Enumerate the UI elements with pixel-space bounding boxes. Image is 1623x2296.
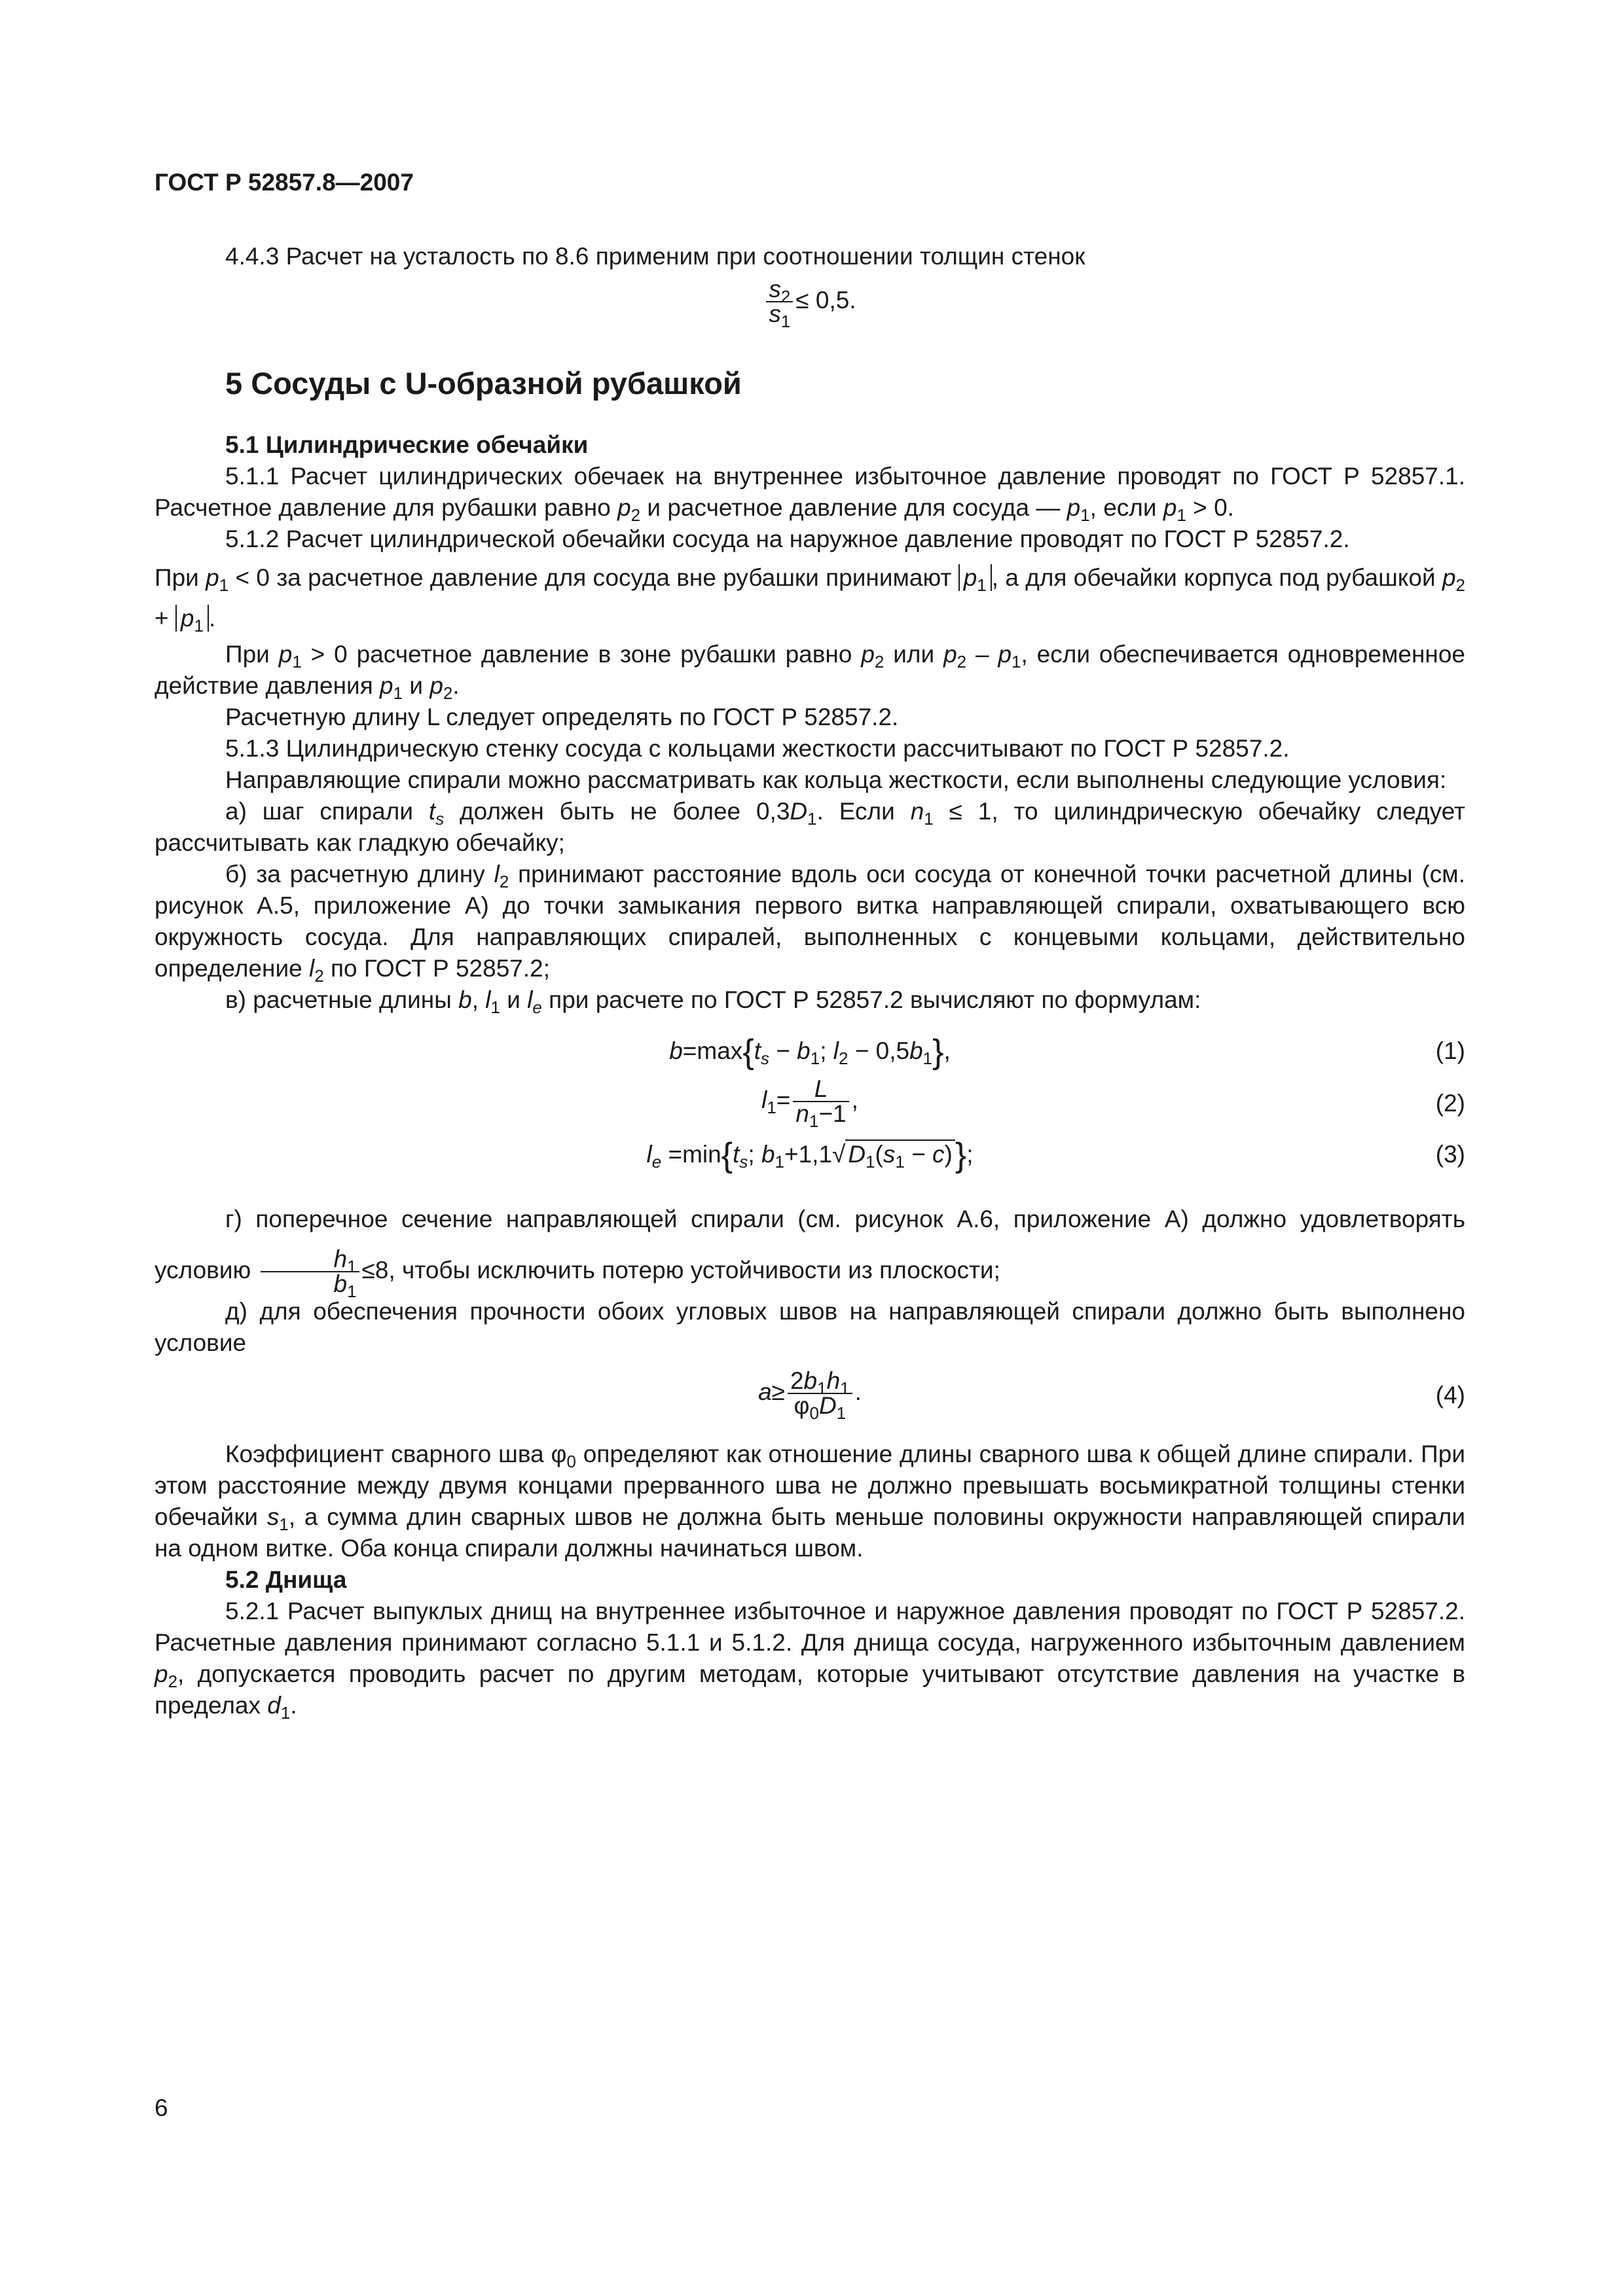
equation-1: $b=\max\{t_s - b_1$; $l_2 - 0,5b_1$}, (1): [669, 1033, 1465, 1071]
equation-2-number: (2): [1435, 1090, 1465, 1117]
equation-3-number: (3): [1435, 1141, 1465, 1168]
paragraph-length-L: Расчетную длину L следует определять по ГОСТ Р 52857.2.: [225, 704, 899, 730]
equation-1-number: (1): [1435, 1037, 1465, 1064]
list-item-b: б) за расчетную длину $l_2$ принимают расстояние вдоль оси сосуда от конечной точки расчетной длины (см. рисунок А.5, приложение А) до точки замыкания первого витка направляющей спирали, охватывающего всю окружность сосуда. Для направляющих спиралей, выполненных с концевыми кольцами, действительно определение $l_2$ по ГОСТ Р 52857.2;: [155, 861, 1465, 986]
section-5-heading: 5 Сосуды с U-образной рубашкой: [225, 366, 742, 401]
paragraph-5-1-1: 5.1.1 Расчет цилиндрических обечаек на внутреннее избыточное давление проводят по ГОСТ Р 52857.1. Расчетное давление для рубашки равно $p_2$ и расчетное давление для сосуда — $p_1$, если $p_1 > 0$.: [155, 463, 1465, 525]
paragraph-5-1-3: 5.1.3 Цилиндрическую стенку сосуда с кольцами жесткости рассчитывают по ГОСТ Р 52857.2.: [225, 735, 1290, 762]
ratio-condition: ≤ 0,5.: [795, 286, 856, 314]
page-number: 6: [155, 2094, 168, 2121]
paragraph-guide-spirals: Направляющие спирали можно рассматривать как кольца жесткости, если выполнены следующие условия:: [225, 766, 1447, 793]
equation-2: $l_1=$ $\frac{L}{n_1-1}$ , (2): [761, 1075, 1465, 1131]
equation-4: a≥ $\frac{2b_1h_1}{\varphi_0D_1}$ . (4): [758, 1367, 1465, 1424]
paragraph-5-1-2: 5.1.2 Расчет цилиндрической обечайки сосуда на наружное давление проводят по ГОСТ Р 52857.2.: [225, 526, 1350, 552]
equation-4-number: (4): [1435, 1382, 1465, 1409]
document-body: [155, 241, 1465, 1721]
paragraph-weld-coefficient: Коэффициент сварного шва $\varphi_0$ определяют как отношение длины сварного шва к общей длине спирали. При этом расстояние между двумя концами прерванного шва не должно превышать восьмикратной толщины стенки обечайки $s_1$, а сумма длин сварных швов не должна быть меньше половины окружности направляющей спирали на одном витке. Оба конца спирали должны начинаться швом.: [155, 1441, 1465, 1562]
paragraph-4-4-3: 4.4.3 Расчет на усталость по 8.6 применим при соотношении толщин стенок: [225, 243, 1085, 270]
list-item-g: г) поперечное сечение направляющей спирали (см. рисунок А.6, приложение А) должно удовлетворять условию $\frac{h_1}{b_1}$ ≤8, чтобы исключить потерю устойчивости из плоскости;: [155, 1206, 1465, 1302]
section-5-1-heading: 5.1 Цилиндрические обечайки: [225, 431, 589, 458]
paragraph-5-2-1: 5.2.1 Расчет выпуклых днищ на внутреннее избыточное и наружное давления проводят по ГОСТ Р 52857.2. Расчетные давления принимают согласно 5.1.1 и 5.1.2. Для днища сосуда, нагруженного избыточным давлением $p_2$, допускается проводить расчет по другим методам, которые учитывают отсутствие давления на участке в пределах $d_1$.: [155, 1598, 1465, 1723]
paragraph-5-1-2-cont: При $p_1 < 0$ за расчетное давление для сосуда вне рубашки принимают $p_1$ , а для обечайки корпуса под рубашкой $p_2 + p_1$ .: [155, 564, 1465, 636]
list-item-v: в) расчетные длины b, $l_1$ и $l_e$ при расчете по ГОСТ Р 52857.2 вычисляют по формулам:: [225, 986, 1201, 1017]
paragraph-jacket-pressure: При $p_1 > 0$ расчетное давление в зоне рубашки равно $p_2$ или $p_2 - p_1$, если обеспечивается одновременное действие давления $p_1$ и $p_2$.: [155, 641, 1465, 703]
formula-thickness-ratio: $\frac{s_2}{s_1}$ ≤ 0,5.: [155, 272, 1465, 334]
equation-3: $l_e =\min\{t_s$; $b_1+1,1√$ $D_1(s_1 - c)$}; (3): [646, 1136, 1465, 1174]
list-item-a: а) шаг спирали $t_s$ должен быть не более $0,3D_1$. Если $n_1 \le 1$, то цилиндрическую обечайку следует рассчитывать как гладкую обечайку;: [155, 798, 1465, 856]
running-header: ГОСТ Р 52857.8—2007: [155, 169, 414, 196]
section-5-2-heading: 5.2 Днища: [225, 1566, 347, 1594]
list-item-d: д) для обеспечения прочности обоих угловых швов на направляющей спирали должно быть выполнено условие: [155, 1298, 1465, 1357]
